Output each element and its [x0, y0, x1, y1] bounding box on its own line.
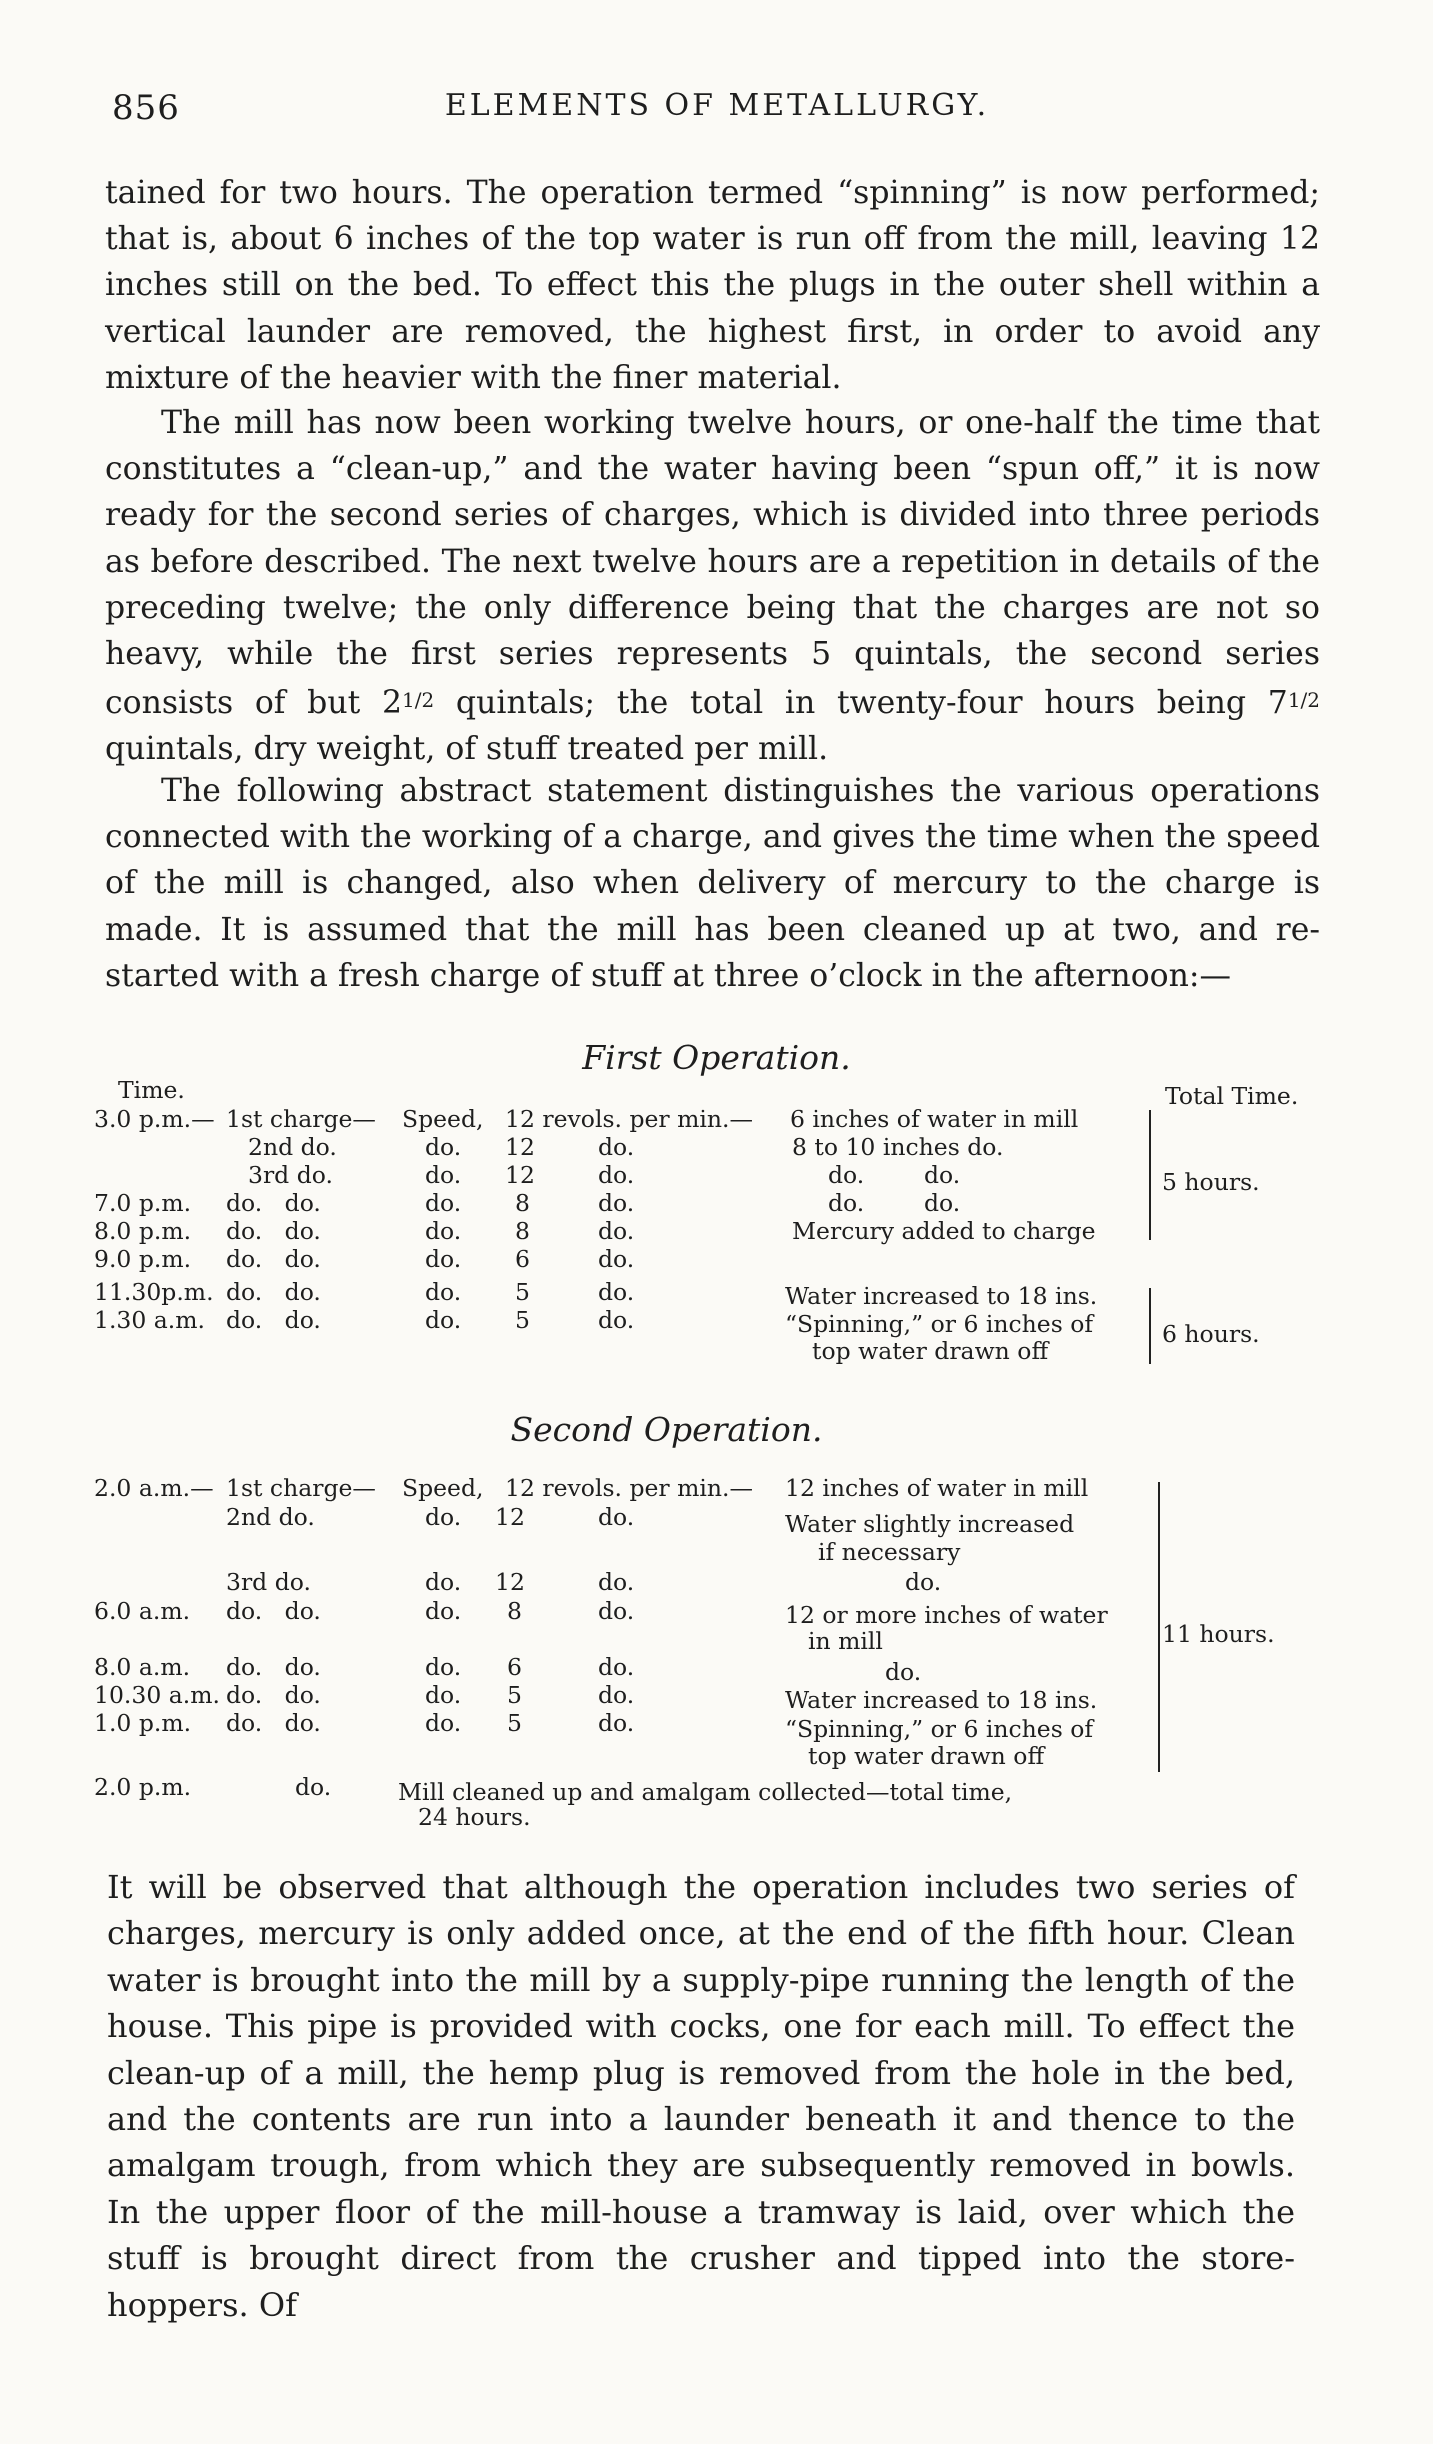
table-cell-time: 8.0 p.m.: [94, 1217, 192, 1245]
table-cell-charge: do. do.: [226, 1245, 321, 1273]
table-cell-charge: do. do.: [226, 1681, 321, 1709]
table-cell-per: do.: [598, 1709, 635, 1737]
table-cell-revs: 12 revols. per min.—: [505, 1474, 754, 1502]
table-cell-note: do. do.: [828, 1161, 961, 1189]
table-cell-note: 12 inches of water in mill: [785, 1474, 1089, 1502]
table-cell-per: do.: [598, 1189, 635, 1217]
table-cell-charge: do. do.: [226, 1217, 321, 1245]
table-cell-revs: 8: [507, 1597, 522, 1625]
table-cell-note: 12 or more inches of water: [785, 1601, 1108, 1629]
table-cell-revs: 12 revols. per min.—: [505, 1105, 754, 1133]
table-cell-time: 3.0 p.m.—: [94, 1105, 215, 1133]
table-cell-note: Water increased to 18 ins.: [785, 1686, 1098, 1714]
table-cell-speed: do.: [425, 1189, 462, 1217]
final-note: Mill cleaned up and amalgam collected—total time,: [398, 1778, 1013, 1806]
table-cell-revs: 8: [515, 1189, 530, 1217]
col-total-header: Total Time.: [1165, 1082, 1299, 1110]
table-cell-note: Water slightly increased: [785, 1510, 1075, 1538]
table-cell-per: do.: [598, 1597, 635, 1625]
table-cell-speed: do.: [425, 1245, 462, 1273]
table-cell-speed: do.: [425, 1568, 462, 1596]
table-cell-per: do.: [598, 1245, 635, 1273]
table-cell-note: 8 to 10 inches do.: [792, 1133, 1004, 1161]
table-cell-speed: do.: [425, 1133, 462, 1161]
table-cell-charge: do. do.: [226, 1306, 321, 1334]
table-cell-note: if necessary: [818, 1538, 961, 1566]
table-cell-speed: do.: [425, 1161, 462, 1189]
table-cell-time: 10.30 a.m.: [94, 1681, 220, 1709]
table-cell-charge: 1st charge—: [226, 1105, 376, 1133]
table-cell-speed: do.: [425, 1503, 462, 1531]
table-cell-revs: 12: [505, 1161, 535, 1189]
second-operation-title: Second Operation.: [510, 1410, 823, 1449]
table-cell-revs: 5: [515, 1278, 530, 1306]
total-6-hours: 6 hours.: [1162, 1320, 1260, 1348]
table-cell-charge: 3rd do.: [248, 1161, 333, 1189]
table-cell-per: do.: [598, 1133, 635, 1161]
table-cell-per: do.: [598, 1503, 635, 1531]
total-5-hours: 5 hours.: [1162, 1168, 1260, 1196]
table-cell-revs: 5: [515, 1306, 530, 1334]
table-cell-charge: 1st charge—: [226, 1474, 376, 1502]
table-cell-per: do.: [598, 1681, 635, 1709]
table-cell-charge: 3rd do.: [226, 1568, 311, 1596]
table-cell-revs: 12: [495, 1568, 525, 1596]
table-cell-revs: 5: [507, 1681, 522, 1709]
table-cell-time: 1.0 p.m.: [94, 1709, 192, 1737]
table-cell-note: “Spinning,” or 6 inches of: [785, 1310, 1094, 1338]
table-cell-time: 7.0 p.m.: [94, 1189, 192, 1217]
table-cell-note: top water drawn off: [812, 1337, 1049, 1365]
final-time: 2.0 p.m.: [94, 1773, 192, 1801]
paragraph-1: tained for two hours. The operation termed “spinning” is now performed; that is, about 6 inches of the top water is run off from the mill, leaving 12 inches still on the bed. To effect this the plugs in the outer shell within a vertical launder are removed, the highest first, in order to avoid any mixture of the heavier with the finer material.: [105, 175, 1320, 396]
table-cell-time: 2.0 a.m.—: [94, 1474, 214, 1502]
table-cell-charge: do. do.: [226, 1709, 321, 1737]
table-cell-per: do.: [598, 1161, 635, 1189]
table-cell-revs: 12: [505, 1133, 535, 1161]
table-cell-charge: do. do.: [226, 1278, 321, 1306]
table-cell-charge: do. do.: [226, 1189, 321, 1217]
running-title: ELEMENTS OF METALLURGY.: [444, 88, 990, 123]
table-cell-note: do.: [905, 1568, 942, 1596]
table-cell-time: 11.30p.m.: [94, 1278, 214, 1306]
table-cell-revs: 12: [495, 1503, 525, 1531]
table-cell-speed: Speed,: [402, 1105, 484, 1133]
table-cell-revs: 5: [507, 1709, 522, 1737]
table-cell-per: do.: [598, 1217, 635, 1245]
table-cell-speed: do.: [425, 1681, 462, 1709]
table-cell-per: do.: [598, 1568, 635, 1596]
table-cell-speed: do.: [425, 1217, 462, 1245]
table-cell-per: do.: [598, 1306, 635, 1334]
table-cell-charge: 2nd do.: [248, 1133, 337, 1161]
table-cell-time: 6.0 a.m.: [94, 1597, 191, 1625]
paragraph-4: It will be observed that although the operation includes two series of charges, mercury is only added once, at the end of the fifth hour. Clean water is brought into the mill by a supply-pipe running the length of the house. This pipe is provided with cocks, one for each mill. To effect the clean-up of a mill, the hemp plug is removed from the hole in the bed, and the contents are run into a launder beneath it and thence to the amalgam trough, from which they are subsequently removed in bowls. In the upper floor of the mill-house a tramway is laid, over which the stuff is brought direct from the crusher and tipped into the store-hoppers. Of: [107, 1868, 1295, 2324]
final-note-hours: 24 hours.: [418, 1803, 531, 1831]
table-cell-charge: 2nd do.: [226, 1503, 315, 1531]
table-cell-time: 9.0 p.m.: [94, 1245, 192, 1273]
table-cell-revs: 8: [515, 1217, 530, 1245]
table-cell-note: do. do.: [828, 1189, 961, 1217]
table-cell-time: 1.30 a.m.: [94, 1306, 206, 1334]
table-cell-note: do.: [885, 1658, 922, 1686]
paragraph-3: The following abstract statement distinguishes the various operations connected with the working of a charge, and gives the time when the speed of the mill is changed, also when delivery of mercury to the charge is made. It is assumed that the mill has been cleaned up at two, and re-started with a fresh charge of stuff at three o’clock in the afternoon:—: [105, 773, 1320, 994]
table-cell-note: in mill: [808, 1627, 883, 1655]
fraction-half: 1/2: [402, 688, 435, 713]
table-cell-per: do.: [598, 1653, 635, 1681]
table-cell-note: “Spinning,” or 6 inches of: [785, 1715, 1094, 1743]
table-cell-speed: Speed,: [402, 1474, 484, 1502]
table-cell-speed: do.: [425, 1278, 462, 1306]
table-cell-note: Mercury added to charge: [792, 1217, 1096, 1245]
fraction-half: 1/2: [1287, 688, 1321, 713]
table-cell-charge: do. do.: [226, 1653, 321, 1681]
table-cell-speed: do.: [425, 1653, 462, 1681]
table-cell-speed: do.: [425, 1597, 462, 1625]
paragraph-2-part-a: The mill has now been working twelve hours, or one-half the time that constitutes a “clean-up,” and the water having been “spun off,” it is now ready for the second series of charges, which is divided into three periods as before described. The next twelve hours are a repetition in details of the preceding twelve; the only difference being that the charges are not so heavy, while the first series represents 5 quintals, the second series consists of but 2: [105, 405, 1320, 722]
table-cell-note: 6 inches of water in mill: [790, 1105, 1079, 1133]
table-cell-charge: do. do.: [226, 1597, 321, 1625]
paragraph-2-part-c: quintals, dry weight, of stuff treated per mill.: [105, 731, 829, 768]
paragraph-2-part-b: quintals; the total in twenty-four hours being 7: [434, 685, 1288, 722]
table-cell-speed: do.: [425, 1306, 462, 1334]
table-cell-note: top water drawn off: [808, 1742, 1045, 1770]
table-cell-speed: do.: [425, 1709, 462, 1737]
final-do: do.: [295, 1773, 332, 1801]
col-time-header: Time.: [118, 1076, 185, 1104]
table-cell-time: 8.0 a.m.: [94, 1653, 191, 1681]
total-11-hours: 11 hours.: [1162, 1620, 1275, 1648]
table-cell-note: Water increased to 18 ins.: [785, 1282, 1098, 1310]
table-cell-revs: 6: [507, 1653, 522, 1681]
table-cell-per: do.: [598, 1278, 635, 1306]
page-number: 856: [112, 88, 180, 128]
brace-11-hours: [1152, 1482, 1160, 1772]
table-cell-revs: 6: [515, 1245, 530, 1273]
first-operation-title: First Operation.: [582, 1038, 851, 1077]
